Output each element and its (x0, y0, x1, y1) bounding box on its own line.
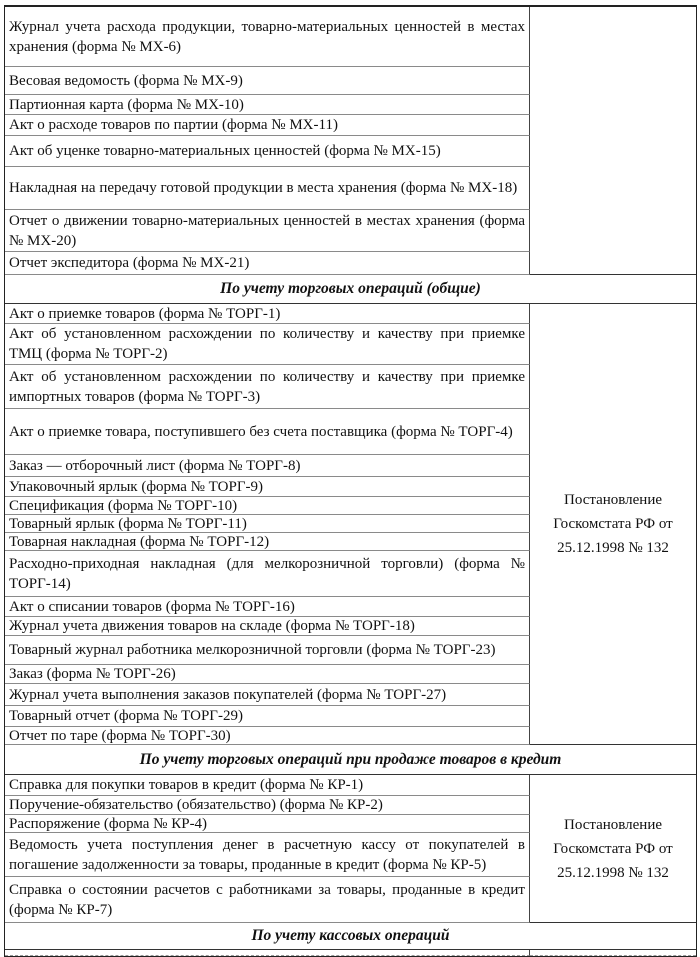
section-header-trade-general (5, 275, 696, 304)
form-row-label: Журнал учета расхода продукции, товарно-материальных ценностей в местах хранения (форма № МХ-6) (9, 18, 525, 55)
section-header-trade-credit (5, 745, 696, 775)
form-row-label: Отчет по таре (форма № ТОРГ-30) (9, 727, 231, 744)
form-row-label: Товарный журнал работника мелкорозничной торговли (форма № ТОРГ-23) (9, 642, 496, 658)
form-row (5, 597, 530, 617)
form-row-label: Упаковочный ярлык (форма № ТОРГ-9) (9, 478, 263, 495)
form-row-label: Товарная накладная (форма № ТОРГ-12) (9, 533, 270, 550)
form-row-label: Расходно-приходная накладная (для мелкорозничной торговли) (форма № ТОРГ-14) (9, 555, 525, 592)
form-row (5, 533, 530, 551)
form-row (5, 833, 530, 877)
form-row-label: Ведомость учета поступления денег в расчетную кассу от покупателей в погашение задолженности за товары, проданные в кредит (форма № КР-5) (9, 836, 525, 873)
form-row-label: Накладная на передачу готовой продукции в места хранения (форма № МХ-18) (9, 180, 518, 196)
form-row (5, 775, 530, 796)
form-row-label: Товарный ярлык (форма № ТОРГ-11) (9, 515, 247, 532)
form-row-label: Журнал учета выполнения заказов покупателей (форма № ТОРГ-27) (9, 686, 447, 703)
form-row (5, 252, 530, 275)
form-row (5, 210, 530, 252)
form-row (5, 167, 530, 210)
form-row-label: Распоряжение (форма № КР-4) (9, 815, 208, 832)
form-row-label: Поручение-обязательство (обязательство) (форма № КР-2) (9, 797, 383, 813)
partial-next-row (5, 950, 530, 956)
legal-basis-cell (530, 775, 696, 923)
form-row-label: Акт о приемке товара, поступившего без счета поставщика (форма № ТОРГ-4) (9, 423, 513, 440)
form-row-label: Справка о состоянии расчетов с работниками за товары, проданные в кредит (форма № КР-7) (9, 881, 525, 918)
form-row-label: Отчет экспедитора (форма № МХ-21) (9, 255, 250, 271)
form-row-label: Акт об установленном расхождении по количеству и качеству при приемке ТМЦ (форма № ТОРГ-2) (9, 326, 525, 362)
form-row (5, 551, 530, 597)
form-row (5, 477, 530, 497)
form-row (5, 409, 530, 455)
legal-basis-cell (530, 7, 696, 275)
form-row-label: Акт об установленном расхождении по количеству и качеству при приемке импортных товаров (форма № ТОРГ-3) (9, 368, 525, 405)
section-header-cash-operations (5, 923, 696, 950)
form-row-label: Товарный отчет (форма № ТОРГ-29) (9, 708, 243, 724)
form-row (5, 67, 530, 95)
form-row-label: Акт о приемке товаров (форма № ТОРГ-1) (9, 305, 281, 322)
form-row (5, 727, 530, 745)
form-row (5, 796, 530, 815)
form-row-label: Справка для покупки товаров в кредит (форма № КР-1) (9, 777, 364, 793)
form-row (5, 684, 530, 706)
legal-basis-cell (530, 304, 696, 745)
form-row-label: Акт о расходе товаров по партии (форма № МХ-11) (9, 117, 338, 133)
form-row (5, 515, 530, 533)
form-row (5, 324, 530, 365)
form-row-label: Заказ (форма № ТОРГ-26) (9, 666, 176, 682)
form-row (5, 636, 530, 665)
form-row (5, 7, 530, 67)
form-row-label: Акт о списании товаров (форма № ТОРГ-16) (9, 598, 295, 615)
section-header-label: По учету торговых операций (общие) (220, 280, 481, 297)
form-row-label: Отчет о движении товарно-материальных ценностей в местах хранения (форма № МХ-20) (9, 212, 525, 249)
form-row-label: Акт об уценке товарно-материальных ценностей (форма № МХ-15) (9, 143, 441, 159)
forms-table (4, 5, 697, 957)
form-row (5, 665, 530, 684)
form-row (5, 706, 530, 727)
form-row (5, 115, 530, 136)
form-row (5, 877, 530, 923)
form-row (5, 136, 530, 167)
form-row-label: Заказ — отборочный лист (форма № ТОРГ-8) (9, 457, 301, 474)
form-row (5, 95, 530, 115)
form-row-label: Спецификация (форма № ТОРГ-10) (9, 497, 238, 514)
form-row (5, 617, 530, 636)
legal-basis-note: Постановление Госкомстата РФ от 25.12.1998 № 132 (553, 816, 673, 881)
section-header-label: По учету торговых операций при продаже товаров в кредит (139, 750, 562, 768)
form-row (5, 304, 530, 324)
form-row-label: Весовая ведомость (форма № МХ-9) (9, 72, 243, 89)
form-row (5, 455, 530, 477)
form-row (5, 365, 530, 409)
legal-basis-note: Постановление Госкомстата РФ от 25.12.1998 № 132 (553, 492, 673, 556)
form-row (5, 815, 530, 833)
form-row (5, 497, 530, 515)
partial-next-row-right (530, 950, 696, 956)
form-row-label: Журнал учета движения товаров на складе (форма № ТОРГ-18) (9, 618, 415, 634)
section-header-label: По учету кассовых операций (251, 927, 450, 944)
form-row-label: Партионная карта (форма № МХ-10) (9, 96, 244, 113)
